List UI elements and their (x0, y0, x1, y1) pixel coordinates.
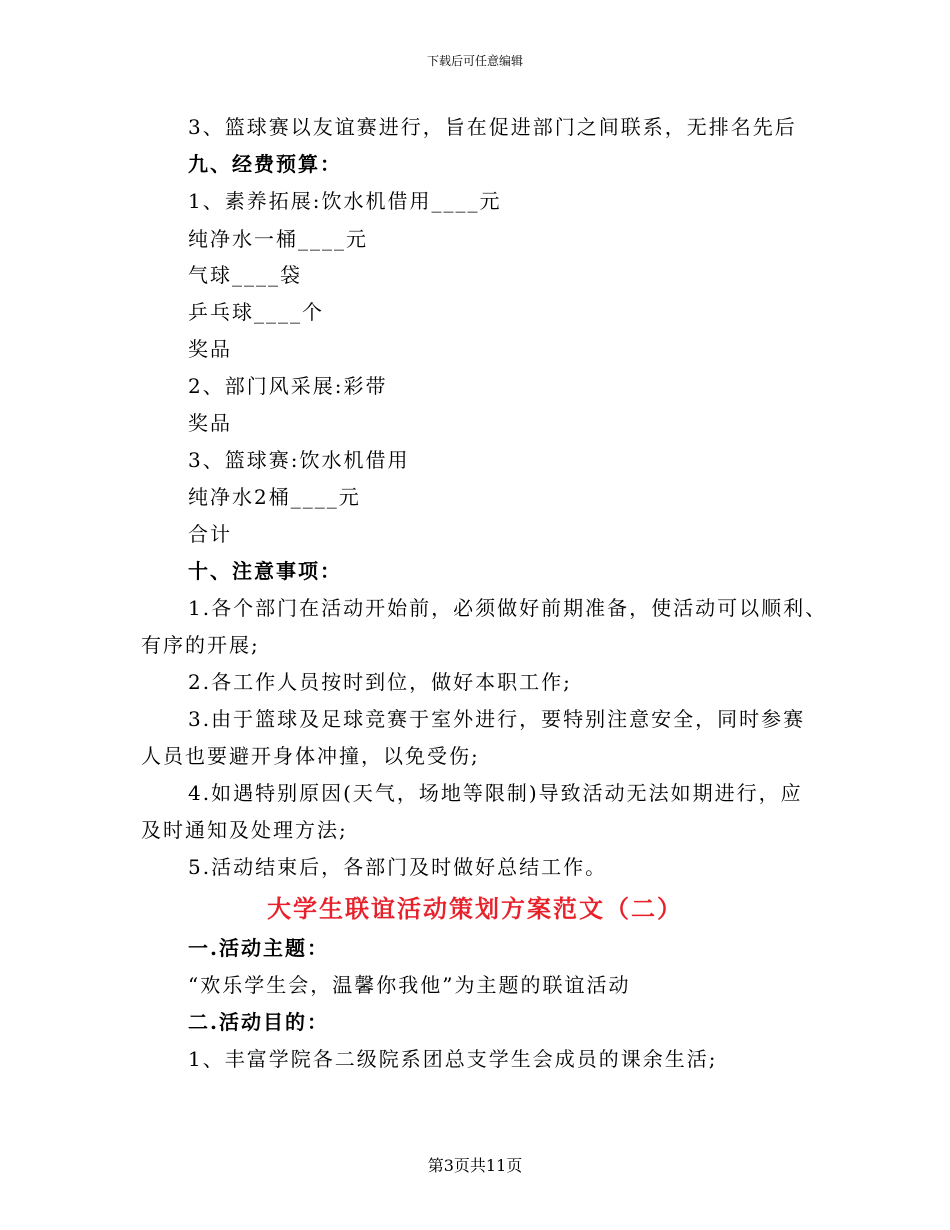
text-line: 及时通知及处理方法; (141, 818, 348, 842)
section-heading-budget: 九、经费预算： (188, 152, 342, 176)
text-line: 纯净水一桶____元 (188, 227, 368, 251)
section-heading-purpose: 二.活动目的： (188, 1010, 329, 1034)
text-line: 纯净水2桶____元 (188, 485, 361, 509)
text-line: 合计 (188, 522, 232, 546)
page-header: 下载后可任意编辑 (426, 54, 523, 68)
text-line: 3.由于篮球及足球竞赛于室外进行，要特别注意安全，同时参赛 (188, 707, 806, 731)
text-line: 奖品 (188, 411, 232, 435)
text-line: 奖品 (188, 337, 232, 361)
text-line: 5.活动结束后，各部门及时做好总结工作。 (188, 855, 608, 879)
text-line: 2、部门风采展:彩带 (188, 374, 388, 398)
text-line: 4.如遇特别原因(天气，场地等限制)导致活动无法如期进行，应 (188, 781, 803, 805)
section-heading-theme: 一.活动主题： (188, 936, 329, 960)
text-line: 1、丰富学院各二级院系团总支学生会成员的课余生活; (188, 1047, 718, 1071)
text-line: 1.各个部门在活动开始前，必须做好前期准备，使活动可以顺利、 (188, 596, 828, 620)
text-line: 3、篮球赛以友谊赛进行，旨在促进部门之间联系，无排名先后 (188, 115, 797, 139)
text-line: 3、篮球赛:饮水机借用 (188, 448, 410, 472)
page-footer: 第3页共11页 (427, 1156, 523, 1175)
text-line: 乒乓球____个 (188, 300, 324, 324)
text-line: 1、素养拓展:饮水机借用____元 (188, 189, 502, 213)
section-heading-notes: 十、注意事项： (188, 559, 342, 583)
text-line: 有序的开展; (141, 633, 260, 657)
text-line: 气球____袋 (188, 263, 302, 287)
text-line: 人员也要避开身体冲撞，以免受伤; (141, 744, 480, 768)
text-line: “欢乐学生会，温馨你我他”为主题的联谊活动 (188, 973, 631, 997)
text-line: 2.各工作人员按时到位，做好本职工作; (188, 670, 572, 694)
document-title: 大学生联谊活动策划方案范文（二） (267, 894, 683, 923)
